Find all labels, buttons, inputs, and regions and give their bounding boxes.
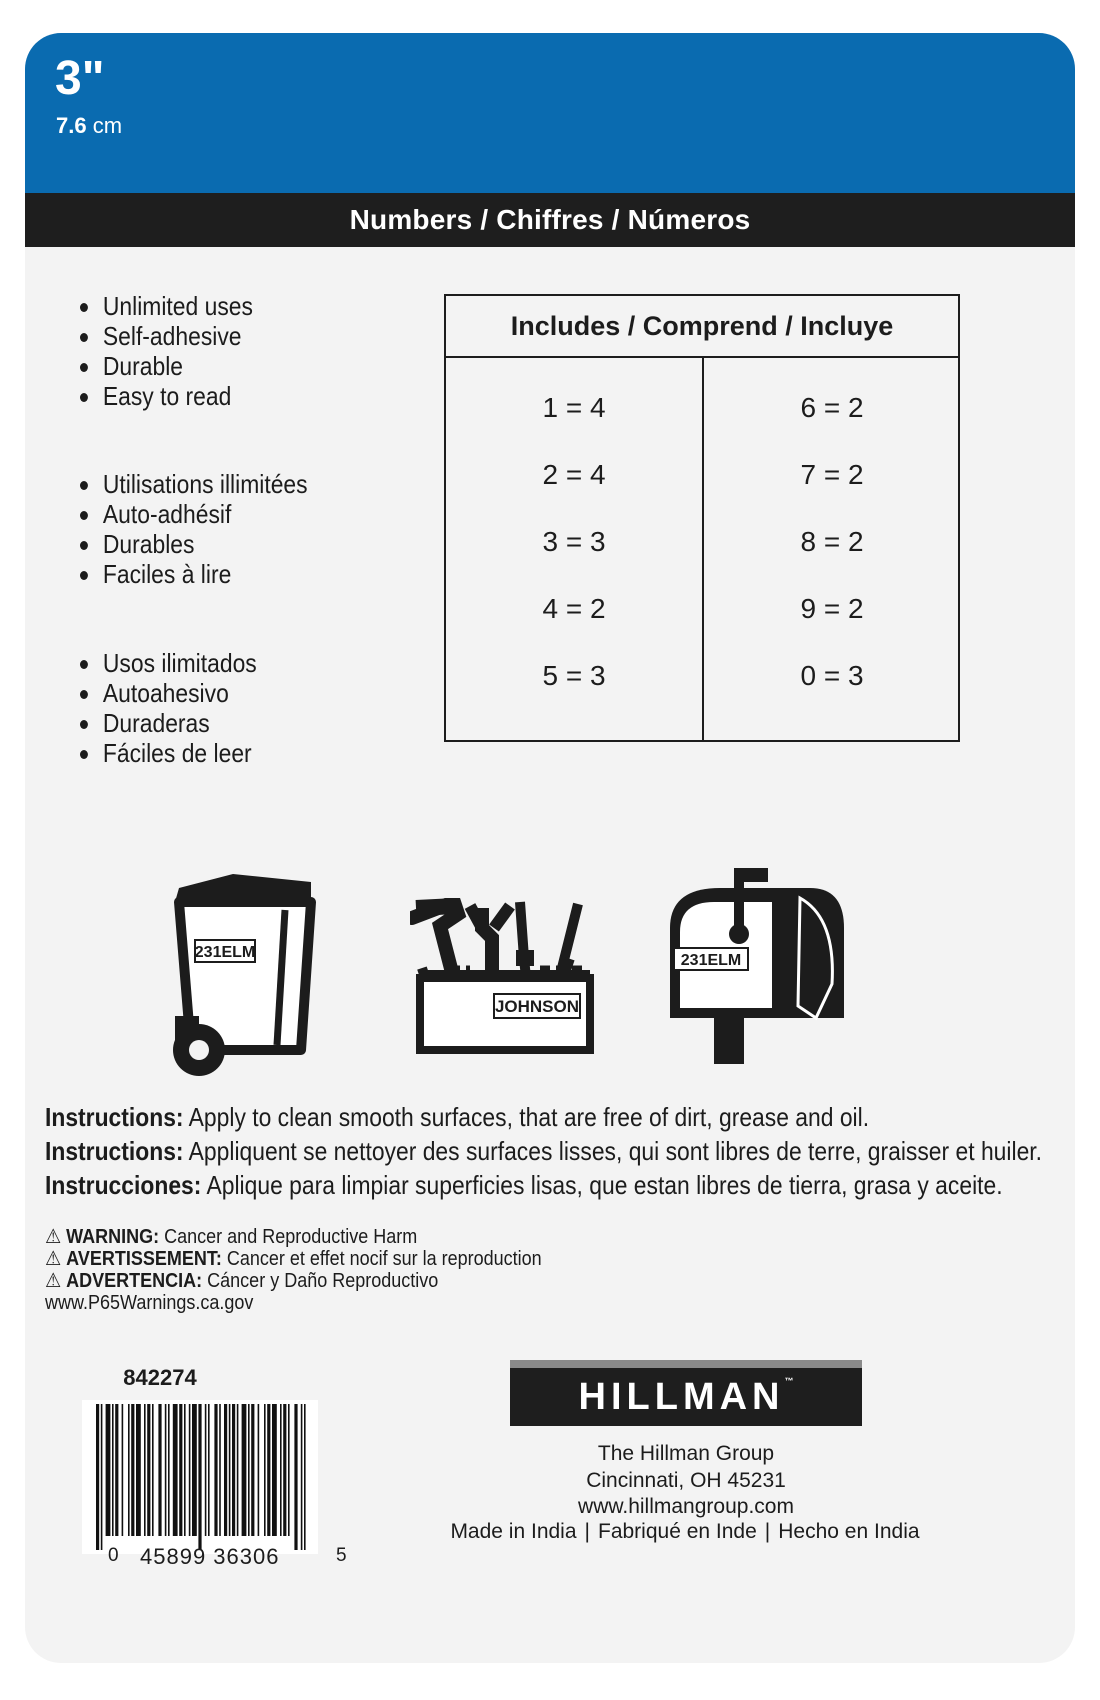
list-item: Utilisations illimitées <box>80 469 308 499</box>
count-cell: 9 = 2 <box>800 593 864 624</box>
separator: | <box>764 1520 771 1543</box>
size-cm-value: 7.6 <box>56 113 87 138</box>
company-website: www.hillmangroup.com <box>578 1495 794 1518</box>
barcode-bar <box>304 1404 306 1550</box>
barcode-bar <box>294 1404 297 1550</box>
barcode-bar <box>288 1404 290 1536</box>
feature-list-english <box>80 291 277 411</box>
instructions-label: Instructions: <box>45 1136 184 1166</box>
logo-trademark: ™ <box>784 1376 794 1386</box>
list-item: Faciles à lire <box>80 559 308 589</box>
barcode-bar <box>258 1404 260 1536</box>
separator: | <box>584 1520 590 1543</box>
barcode-bar <box>168 1404 170 1536</box>
barcode-bar <box>280 1404 282 1536</box>
instructions-english <box>45 1100 1042 1134</box>
barcode-bar <box>106 1404 111 1536</box>
barcode-bar <box>144 1404 146 1536</box>
barcode-bar <box>147 1404 150 1536</box>
list-item: Auto-adhésif <box>80 499 308 529</box>
warning-label: AVERTISSEMENT: <box>66 1248 222 1270</box>
barcode-bar <box>301 1404 303 1550</box>
hillman-logo <box>510 1368 862 1426</box>
includes-column-right <box>704 388 960 723</box>
trash-bin-label: 231ELM <box>194 944 256 961</box>
company-name: The Hillman Group <box>597 1442 775 1465</box>
logo-accent-bar <box>510 1360 862 1368</box>
warning-icon: ⚠ <box>45 1226 62 1248</box>
mailbox-icon <box>660 868 844 1064</box>
count-cell: 1 = 4 <box>542 392 606 423</box>
mailbox-label: 231ELM <box>680 952 742 969</box>
barcode-bar <box>184 1404 186 1536</box>
barcode-bar <box>205 1404 207 1536</box>
barcode-bar <box>237 1404 239 1536</box>
list-item: Durables <box>80 529 308 559</box>
barcode-bar <box>112 1404 114 1536</box>
count-cell: 8 = 2 <box>800 526 864 557</box>
barcode-bar <box>232 1404 235 1536</box>
warning-text: Cancer and Reproductive Harm <box>159 1226 418 1248</box>
barcode-digit-left: 0 <box>108 1545 119 1566</box>
warning-icon: ⚠ <box>45 1270 62 1292</box>
barcode-bar <box>101 1404 103 1550</box>
list-item: Duraderas <box>80 708 257 738</box>
barcode-bar <box>214 1404 217 1536</box>
warning-spanish <box>45 1270 542 1292</box>
barcode-bar <box>165 1404 167 1536</box>
made-in-line <box>445 1520 925 1544</box>
instructions-text: Aplique para limpiar superficies lisas, que estan libres de tierra, grasa y aceite. <box>201 1170 1003 1200</box>
list-item: Easy to read <box>80 381 253 411</box>
barcode-bar <box>264 1404 266 1536</box>
list-item: Fáciles de leer <box>80 738 257 768</box>
barcode-bar <box>272 1404 277 1536</box>
barcode-bar <box>128 1404 130 1536</box>
barcode-bar <box>248 1404 250 1536</box>
barcode <box>82 1400 318 1554</box>
barcode-bar <box>198 1404 201 1550</box>
count-cell: 7 = 2 <box>800 459 864 490</box>
sku-number: 842274 <box>123 1365 197 1390</box>
instructions-label: Instructions: <box>45 1102 184 1132</box>
toolbox-label: JOHNSON <box>494 997 580 1016</box>
instructions-text: Appliquent se nettoyer des surfaces lisses, qui sont libres de terre, graisser et huiler. <box>183 1136 1043 1166</box>
barcode-bar <box>122 1404 124 1536</box>
count-cell: 4 = 2 <box>542 593 606 624</box>
warning-french <box>45 1248 542 1270</box>
list-item: Autoahesivo <box>80 678 257 708</box>
list-item: Durable <box>80 351 253 381</box>
logo-text: HILLMAN <box>578 1376 785 1418</box>
instructions-spanish <box>45 1168 1042 1202</box>
list-item: Unlimited uses <box>80 291 253 321</box>
instructions-text: Apply to clean smooth surfaces, that are free of dirt, grease and oil. <box>183 1102 870 1132</box>
barcode-bar <box>224 1404 227 1536</box>
includes-title: Includes / Comprend / Incluye <box>446 296 958 358</box>
warning-label: ADVERTENCIA: <box>66 1270 203 1292</box>
barcode-digits: 45899 36306 <box>140 1544 280 1569</box>
count-cell: 3 = 3 <box>542 526 606 557</box>
barcode-bar <box>208 1404 210 1536</box>
barcode-digit-right: 5 <box>336 1545 347 1566</box>
warning-icon: ⚠ <box>45 1248 62 1270</box>
barcode-bar <box>242 1404 247 1536</box>
made-in-spanish: Hecho en India <box>778 1520 920 1543</box>
count-cell: 0 = 3 <box>800 660 864 691</box>
barcode-bar <box>179 1404 182 1536</box>
warning-text: Cancer et effet nocif sur la reproduction <box>221 1248 542 1270</box>
warning-label: WARNING: <box>66 1226 160 1248</box>
warning-block <box>45 1226 597 1314</box>
category-band: Numbers / Chiffres / Números <box>25 193 1075 247</box>
size-header <box>25 33 1075 193</box>
barcode-bar <box>219 1404 221 1536</box>
warning-text: Cáncer y Daño Reproductivo <box>202 1270 439 1292</box>
instructions-french <box>45 1134 1042 1168</box>
barcode-bar <box>136 1404 141 1536</box>
feature-list-spanish <box>80 648 281 768</box>
includes-table <box>444 294 960 742</box>
barcode-bar <box>131 1404 134 1536</box>
includes-column-left <box>446 388 702 723</box>
barcode-bar <box>283 1404 286 1536</box>
count-cell: 2 = 4 <box>542 459 606 490</box>
count-cell: 5 = 3 <box>542 660 606 691</box>
size-centimeters <box>56 115 122 137</box>
size-inches: 3" <box>55 52 105 105</box>
count-cell: 6 = 2 <box>800 392 864 423</box>
company-city: Cincinnati, OH 45231 <box>586 1469 786 1492</box>
barcode-bar <box>115 1404 118 1536</box>
barcode-bar <box>251 1404 254 1536</box>
made-in-french: Fabriqué en Inde <box>598 1520 757 1543</box>
barcode-bar <box>189 1404 191 1536</box>
list-item: Usos ilimitados <box>80 648 257 678</box>
includes-body <box>446 358 958 742</box>
barcode-bar <box>192 1404 197 1536</box>
instructions-label: Instrucciones: <box>45 1170 202 1200</box>
barcode-bar <box>229 1404 231 1536</box>
list-item: Self-adhesive <box>80 321 253 351</box>
barcode-bar <box>158 1404 161 1536</box>
toolbox-icon <box>410 898 600 1058</box>
trash-bin-icon <box>165 870 325 1080</box>
size-cm-unit: cm <box>92 113 123 138</box>
feature-list-french <box>80 469 339 589</box>
made-in-english: Made in India <box>450 1520 577 1543</box>
warning-url: www.P65Warnings.ca.gov <box>45 1292 254 1314</box>
instructions-block <box>45 1100 1100 1202</box>
warning-english <box>45 1226 542 1248</box>
barcode-bar <box>267 1404 270 1536</box>
barcode-bar <box>173 1404 178 1536</box>
barcode-bar <box>96 1404 99 1550</box>
barcode-bar <box>152 1404 154 1536</box>
